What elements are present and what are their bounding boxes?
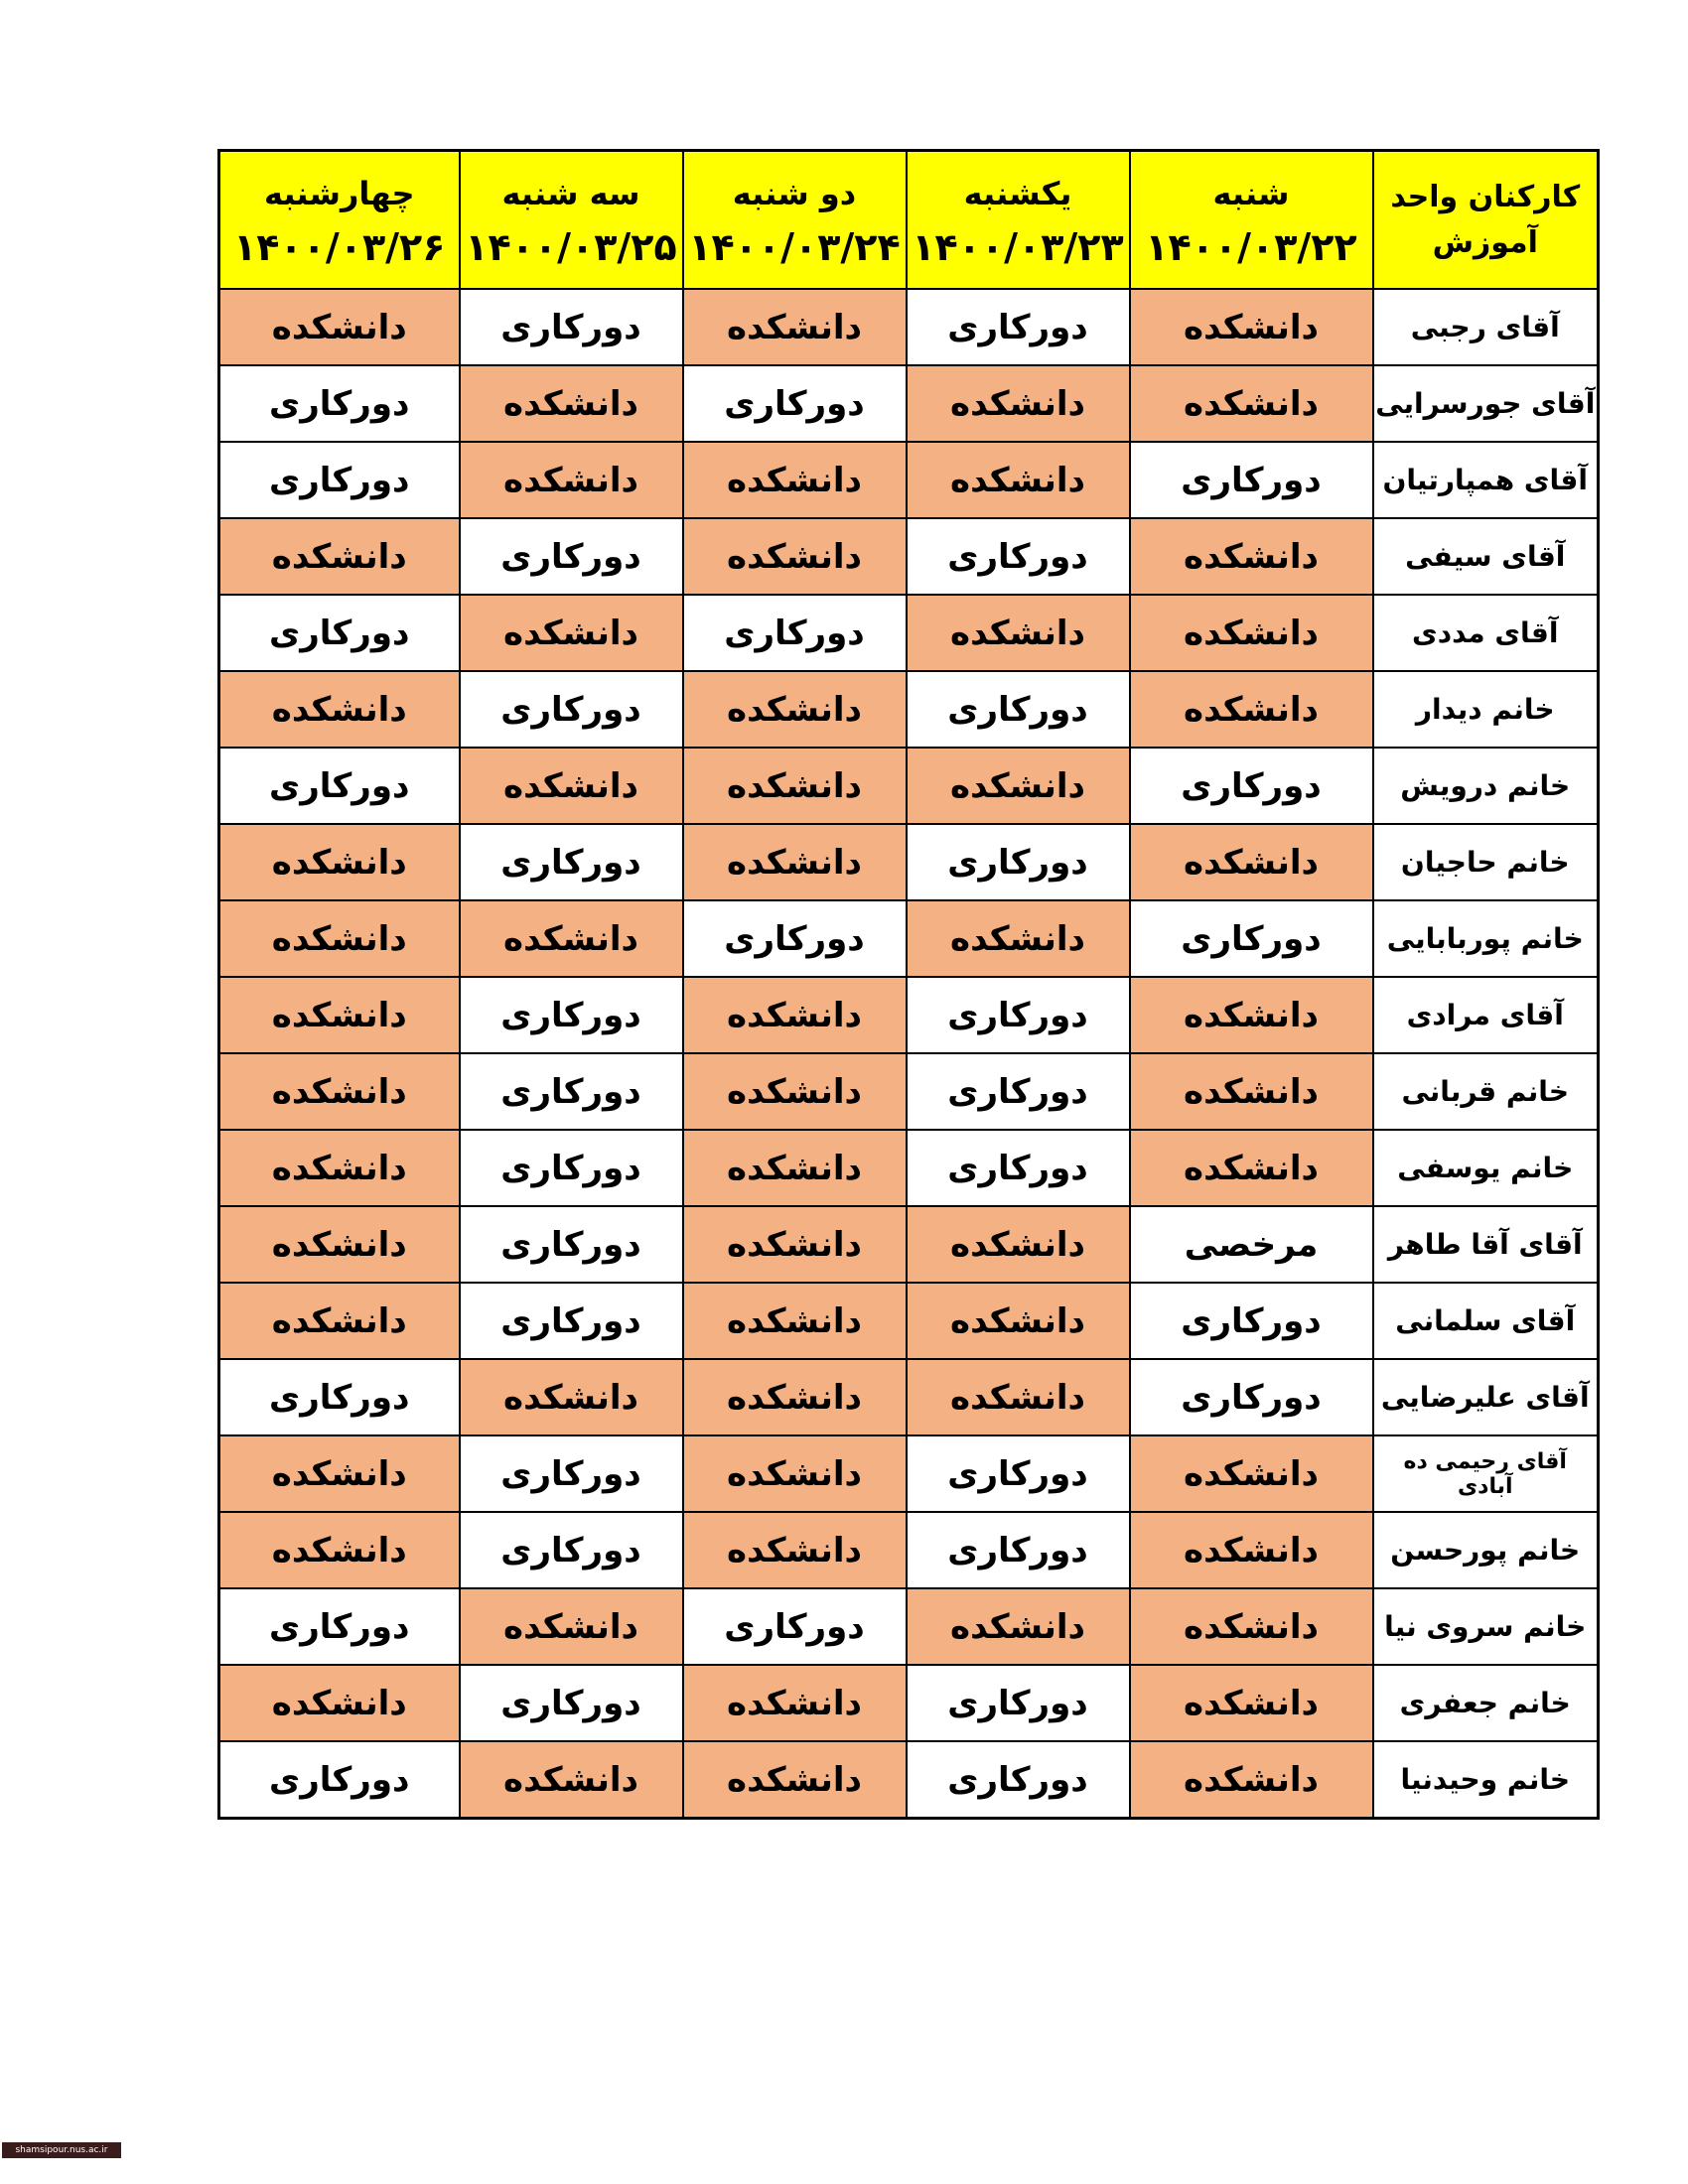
staff-name-cell: آقای جورسرایی (1373, 365, 1599, 442)
status-cell-remote: دورکاری (460, 1130, 683, 1206)
status-cell-faculty: دانشکده (1130, 518, 1373, 595)
staff-name-cell: خانم جعفری (1373, 1665, 1599, 1741)
status-cell-faculty: دانشکده (219, 1435, 460, 1512)
status-cell-faculty: دانشکده (460, 595, 683, 671)
staff-schedule-table (217, 149, 1600, 1820)
status-cell-remote: دورکاری (907, 1053, 1130, 1130)
status-cell-faculty: دانشکده (1130, 1130, 1373, 1206)
status-cell-remote: دورکاری (219, 595, 460, 671)
table-row (219, 1359, 1599, 1435)
status-cell-faculty: دانشکده (683, 1665, 907, 1741)
status-cell-remote: دورکاری (1130, 900, 1373, 977)
status-cell-faculty: دانشکده (460, 900, 683, 977)
status-cell-faculty: دانشکده (1130, 1665, 1373, 1741)
table-row (219, 824, 1599, 900)
status-cell-remote: دورکاری (683, 900, 907, 977)
table-row (219, 289, 1599, 365)
status-cell-remote: دورکاری (460, 977, 683, 1053)
status-cell-faculty: دانشکده (683, 671, 907, 748)
status-cell-remote: دورکاری (460, 1665, 683, 1741)
staff-name-cell: آقای مددی (1373, 595, 1599, 671)
header-day-date: ۱۴۰۰/۰۳/۲۵ (465, 224, 677, 269)
status-cell-remote: دورکاری (1130, 1283, 1373, 1359)
header-day-0 (1130, 151, 1373, 290)
status-cell-remote: دورکاری (1130, 748, 1373, 824)
table-row (219, 1283, 1599, 1359)
status-cell-faculty: دانشکده (683, 1359, 907, 1435)
table-row (219, 365, 1599, 442)
status-cell-leave: مرخصی (1130, 1206, 1373, 1283)
status-cell-remote: دورکاری (907, 1741, 1130, 1819)
status-cell-faculty: دانشکده (1130, 1053, 1373, 1130)
status-cell-faculty: دانشکده (1130, 671, 1373, 748)
staff-name-cell: آقای سلمانی (1373, 1283, 1599, 1359)
table-row (219, 1130, 1599, 1206)
status-cell-remote: دورکاری (219, 365, 460, 442)
staff-name-cell: آقای رحیمی ده آبادی (1373, 1435, 1599, 1512)
staff-name-cell: آقای رجبی (1373, 289, 1599, 365)
header-day-name: چهارشنبه (263, 174, 415, 212)
staff-name-cell: آقای علیرضایی (1373, 1359, 1599, 1435)
status-cell-remote: دورکاری (219, 748, 460, 824)
table-row (219, 1435, 1599, 1512)
status-cell-remote: دورکاری (907, 1665, 1130, 1741)
status-cell-faculty: دانشکده (1130, 365, 1373, 442)
staff-name-cell: آقای سیفی (1373, 518, 1599, 595)
status-cell-remote: دورکاری (907, 824, 1130, 900)
status-cell-faculty: دانشکده (219, 1053, 460, 1130)
status-cell-remote: دورکاری (460, 671, 683, 748)
status-cell-faculty: دانشکده (683, 1435, 907, 1512)
status-cell-faculty: دانشکده (683, 748, 907, 824)
status-cell-faculty: دانشکده (1130, 1588, 1373, 1665)
table-row (219, 1741, 1599, 1819)
status-cell-remote: دورکاری (219, 1741, 460, 1819)
status-cell-remote: دورکاری (460, 1435, 683, 1512)
header-day-date: ۱۴۰۰/۰۳/۲۴ (688, 224, 901, 269)
status-cell-faculty: دانشکده (1130, 1435, 1373, 1512)
status-cell-remote: دورکاری (460, 1053, 683, 1130)
header-day-name: شنبه (1212, 174, 1290, 212)
status-cell-remote: دورکاری (907, 518, 1130, 595)
status-cell-faculty: دانشکده (683, 1512, 907, 1588)
header-day-name: دو شنبه (732, 174, 857, 212)
status-cell-remote: دورکاری (907, 671, 1130, 748)
header-day-3 (460, 151, 683, 290)
staff-name-cell: خانم پورحسن (1373, 1512, 1599, 1588)
status-cell-faculty: دانشکده (907, 595, 1130, 671)
staff-name-cell: خانم حاجیان (1373, 824, 1599, 900)
staff-name-cell: خانم پوربابایی (1373, 900, 1599, 977)
table-row (219, 748, 1599, 824)
status-cell-remote: دورکاری (907, 1435, 1130, 1512)
header-day-name: یکشنبه (963, 174, 1072, 212)
status-cell-faculty: دانشکده (460, 442, 683, 518)
status-cell-faculty: دانشکده (219, 1512, 460, 1588)
status-cell-faculty: دانشکده (907, 1283, 1130, 1359)
table-row (219, 518, 1599, 595)
status-cell-faculty: دانشکده (460, 1359, 683, 1435)
table-row (219, 977, 1599, 1053)
header-staff-line2: آموزش (1432, 224, 1538, 260)
status-cell-remote: دورکاری (460, 1283, 683, 1359)
staff-name-cell: خانم وحیدنیا (1373, 1741, 1599, 1819)
status-cell-faculty: دانشکده (219, 671, 460, 748)
status-cell-faculty: دانشکده (219, 289, 460, 365)
staff-name-cell: آقای مرادی (1373, 977, 1599, 1053)
staff-name-cell: خانم دیدار (1373, 671, 1599, 748)
header-staff-line1: کارکنان واحد (1390, 179, 1581, 214)
status-cell-faculty: دانشکده (219, 900, 460, 977)
status-cell-remote: دورکاری (907, 1130, 1130, 1206)
status-cell-faculty: دانشکده (219, 1130, 460, 1206)
status-cell-faculty: دانشکده (219, 1283, 460, 1359)
status-cell-faculty: دانشکده (683, 977, 907, 1053)
table-row (219, 1512, 1599, 1588)
status-cell-faculty: دانشکده (460, 748, 683, 824)
status-cell-faculty: دانشکده (683, 289, 907, 365)
staff-name-cell: آقای آقا طاهر (1373, 1206, 1599, 1283)
status-cell-faculty: دانشکده (907, 442, 1130, 518)
table-row (219, 595, 1599, 671)
status-cell-faculty: دانشکده (907, 748, 1130, 824)
status-cell-faculty: دانشکده (907, 1359, 1130, 1435)
status-cell-faculty: دانشکده (219, 824, 460, 900)
status-cell-faculty: دانشکده (1130, 824, 1373, 900)
status-cell-remote: دورکاری (460, 289, 683, 365)
status-cell-faculty: دانشکده (683, 1206, 907, 1283)
staff-name-cell: خانم یوسفی (1373, 1130, 1599, 1206)
table-row (219, 1665, 1599, 1741)
status-cell-remote: دورکاری (460, 518, 683, 595)
header-row (219, 151, 1599, 290)
status-cell-faculty: دانشکده (460, 1741, 683, 1819)
status-cell-faculty: دانشکده (1130, 289, 1373, 365)
status-cell-faculty: دانشکده (683, 1130, 907, 1206)
header-staff (1373, 151, 1599, 290)
header-day-4 (219, 151, 460, 290)
status-cell-faculty: دانشکده (1130, 1741, 1373, 1819)
table-row (219, 671, 1599, 748)
staff-name-cell: خانم قربانی (1373, 1053, 1599, 1130)
status-cell-faculty: دانشکده (683, 518, 907, 595)
status-cell-faculty: دانشکده (1130, 977, 1373, 1053)
status-cell-faculty: دانشکده (683, 1741, 907, 1819)
staff-name-cell: خانم درویش (1373, 748, 1599, 824)
source-watermark: shamsipour.nus.ac.ir (2, 2142, 121, 2158)
table-row (219, 1053, 1599, 1130)
status-cell-remote: دورکاری (460, 824, 683, 900)
status-cell-faculty: دانشکده (219, 1665, 460, 1741)
status-cell-faculty: دانشکده (683, 824, 907, 900)
header-day-1 (907, 151, 1130, 290)
status-cell-faculty: دانشکده (460, 365, 683, 442)
table-row (219, 442, 1599, 518)
status-cell-remote: دورکاری (683, 1588, 907, 1665)
status-cell-remote: دورکاری (219, 1588, 460, 1665)
header-day-2 (683, 151, 907, 290)
status-cell-faculty: دانشکده (683, 442, 907, 518)
status-cell-remote: دورکاری (907, 977, 1130, 1053)
table-row (219, 1206, 1599, 1283)
header-day-name: سه شنبه (501, 174, 640, 212)
status-cell-remote: دورکاری (907, 1512, 1130, 1588)
status-cell-remote: دورکاری (907, 289, 1130, 365)
header-day-date: ۱۴۰۰/۰۳/۲۳ (912, 224, 1124, 269)
status-cell-remote: دورکاری (219, 1359, 460, 1435)
status-cell-faculty: دانشکده (1130, 595, 1373, 671)
table-row (219, 900, 1599, 977)
status-cell-remote: دورکاری (460, 1512, 683, 1588)
status-cell-faculty: دانشکده (219, 518, 460, 595)
status-cell-remote: دورکاری (219, 442, 460, 518)
header-day-date: ۱۴۰۰/۰۳/۲۲ (1145, 224, 1357, 269)
status-cell-faculty: دانشکده (219, 977, 460, 1053)
staff-name-cell: آقای همپارتیان (1373, 442, 1599, 518)
status-cell-remote: دورکاری (1130, 1359, 1373, 1435)
status-cell-faculty: دانشکده (1130, 1512, 1373, 1588)
status-cell-faculty: دانشکده (219, 1206, 460, 1283)
status-cell-faculty: دانشکده (683, 1283, 907, 1359)
status-cell-faculty: دانشکده (907, 1588, 1130, 1665)
status-cell-remote: دورکاری (683, 595, 907, 671)
status-cell-faculty: دانشکده (683, 1053, 907, 1130)
status-cell-remote: دورکاری (460, 1206, 683, 1283)
status-cell-faculty: دانشکده (907, 1206, 1130, 1283)
status-cell-remote: دورکاری (683, 365, 907, 442)
status-cell-faculty: دانشکده (907, 365, 1130, 442)
status-cell-faculty: دانشکده (907, 900, 1130, 977)
status-cell-faculty: دانشکده (460, 1588, 683, 1665)
status-cell-remote: دورکاری (1130, 442, 1373, 518)
header-day-date: ۱۴۰۰/۰۳/۲۶ (233, 224, 446, 269)
staff-name-cell: خانم سروی نیا (1373, 1588, 1599, 1665)
table-row (219, 1588, 1599, 1665)
schedule-body (219, 289, 1599, 1819)
